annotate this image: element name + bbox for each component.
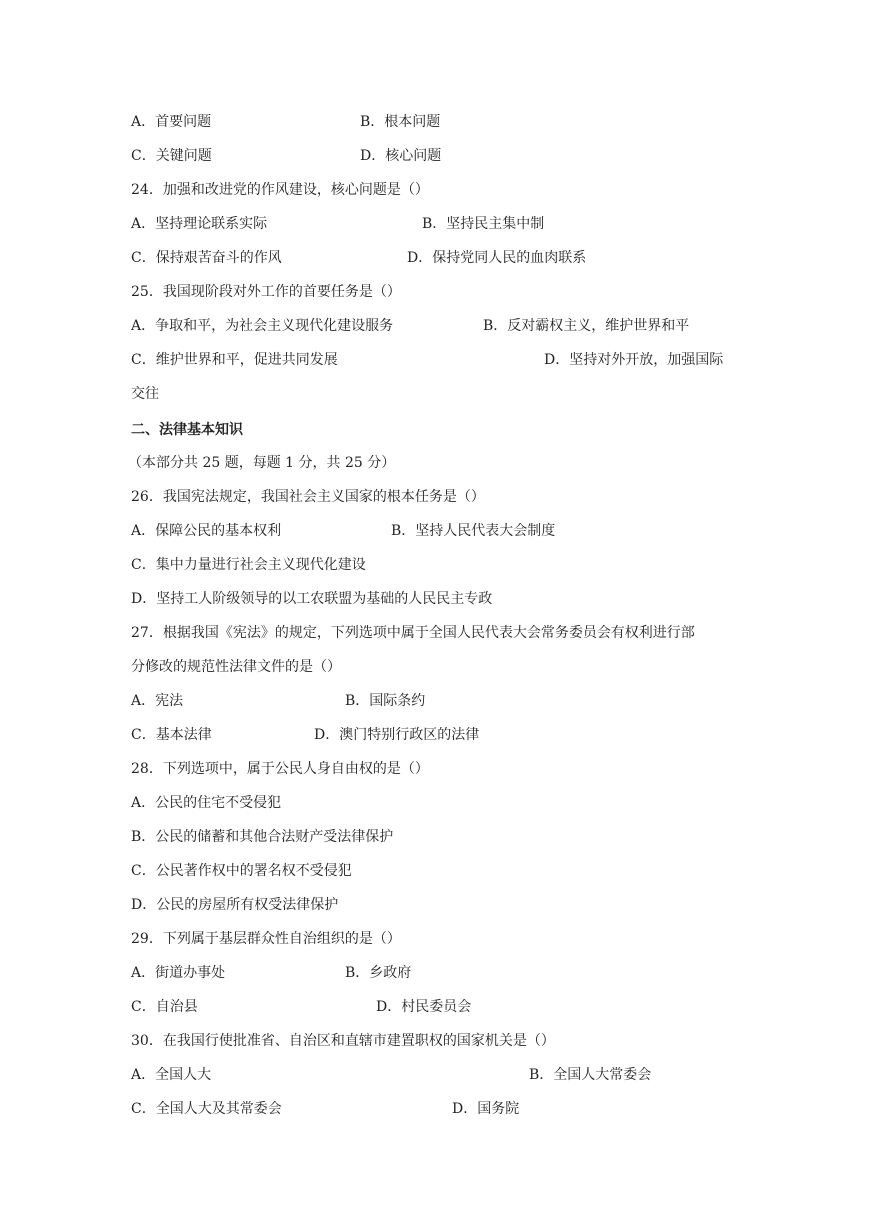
option-a: A．宪法 (131, 693, 184, 709)
question-29: 29．下列属于基层群众性自治组织的是（） (131, 931, 401, 947)
option-d: D．国务院 (452, 1101, 520, 1117)
option-b: B．国际条约 (345, 693, 426, 709)
section-heading: 二、法律基本知识 (131, 422, 243, 438)
option-a: A．首要问题 (131, 114, 212, 130)
option-a: A．争取和平，为社会主义现代化建设服务 (131, 318, 394, 334)
option-b: B．根本问题 (360, 114, 441, 130)
question-27-cont: 分修改的规范性法律文件的是（） (131, 659, 341, 675)
question-24: 24．加强和改进党的作风建设，核心问题是（） (131, 182, 429, 198)
option-b: B．坚持人民代表大会制度 (391, 523, 556, 539)
option-b: B．坚持民主集中制 (422, 216, 545, 232)
question-25: 25．我国现阶段对外工作的首要任务是（） (131, 284, 401, 300)
question-28: 28．下列选项中，属于公民人身自由权的是（） (131, 761, 429, 777)
option-b: B．反对霸权主义，维护世界和平 (483, 318, 690, 334)
option-d: D．保持党同人民的血肉联系 (407, 250, 587, 266)
option-b: B．全国人大常委会 (529, 1067, 652, 1083)
option-a: A．公民的住宅不受侵犯 (131, 795, 282, 811)
option-c: C．公民著作权中的署名权不受侵犯 (131, 863, 352, 879)
option-c: C．集中力量进行社会主义现代化建设 (131, 557, 366, 573)
option-d: D．澳门特别行政区的法律 (314, 727, 480, 743)
question-26: 26．我国宪法规定，我国社会主义国家的根本任务是（） (131, 489, 485, 505)
option-b: B．乡政府 (345, 965, 412, 981)
option-b: B．公民的储蓄和其他合法财产受法律保护 (131, 829, 394, 845)
option-c: C．全国人大及其常委会 (131, 1101, 282, 1117)
option-c: C．自治县 (131, 999, 198, 1015)
question-30: 30．在我国行使批准省、自治区和直辖市建置职权的国家机关是（） (131, 1033, 555, 1049)
option-continuation: 交往 (131, 386, 159, 402)
option-a: A．保障公民的基本权利 (131, 523, 282, 539)
option-a: A．街道办事处 (131, 965, 226, 981)
option-c: C．维护世界和平，促进共同发展 (131, 352, 338, 368)
option-d: D．公民的房屋所有权受法律保护 (131, 897, 339, 913)
option-d: D．坚持对外开放，加强国际 (544, 352, 724, 368)
option-c: C．保持艰苦奋斗的作风 (131, 250, 282, 266)
option-a: A．全国人大 (131, 1067, 212, 1083)
option-c: C．基本法律 (131, 727, 212, 743)
option-c: C．关键问题 (131, 148, 212, 164)
option-d: D．核心问题 (360, 148, 442, 164)
option-d: D．坚持工人阶级领导的以工农联盟为基础的人民民主专政 (131, 591, 493, 607)
question-27: 27．根据我国《宪法》的规定，下列选项中属于全国人民代表大会常务委员会有权利进行部 (131, 625, 695, 641)
option-d: D．村民委员会 (376, 999, 472, 1015)
section-note: （本部分共 25 题，每题 1 分，共 25 分） (128, 455, 396, 471)
option-a: A．坚持理论联系实际 (131, 216, 268, 232)
